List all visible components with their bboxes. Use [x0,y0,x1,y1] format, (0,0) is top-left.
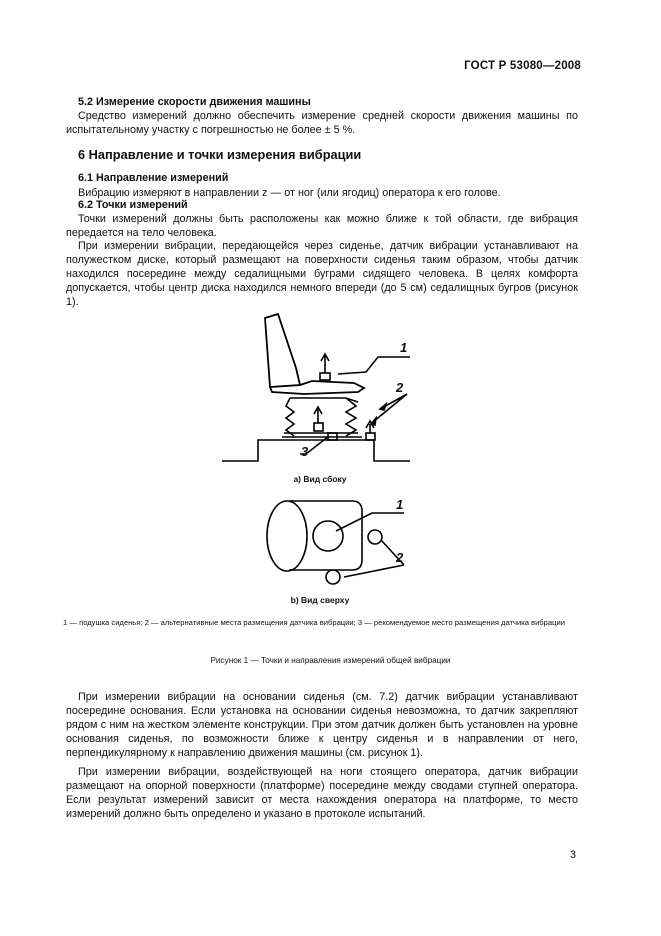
arrow-base-vertical [314,407,322,423]
body-paragraph-3: При измерении вибрации на основании сиденья (см. 7.2) датчик вибрации устанавливают посередине основания. Если установка на основании сиденья невозможна, то датчик закрепляют рядом с ним на жестком элементе конструкции. При этом датчик должен быть установлен на уровне основания сиденья, по возможности ближе к центру сиденья и в направлении от него, перпендикулярному к направлению движения машины (см. рисунок 1). [66,691,578,759]
document-header: ГОСТ Р 53080—2008 [464,60,581,72]
figure-label-2-side: 2 [396,380,404,395]
backrest-top [267,501,307,571]
cushion-disc-top [313,521,343,551]
sensor-platform [366,433,375,440]
leader-label-1-top [336,513,404,531]
section-5-2-text: Средство измерений должно обеспечить измерение средней скорости движения машины по испытательному участку с погрешностью не более ± 5 %. [66,110,578,136]
platform-outline [222,440,410,461]
figure-label-1-side: 1 [400,340,408,355]
figure-legend: 1 — подушка сиденья; 2 — альтернативные места размещения датчика вибрации; 3 — рекомендуемое место размещения датчика вибрации [63,618,565,627]
page-number: 3 [570,849,577,861]
section-6-1-text: Вибрацию измеряют в направлении z — от ног (или ягодиц) оператора к его голове. [78,187,501,199]
figure-caption-side-view: а) Вид сбоку [293,474,347,484]
seat-cushion [270,381,364,394]
section-6-1-heading: 6.1 Направление измерений [78,172,229,184]
sensor-seat-surface [320,373,330,380]
figure-label-2-top: 2 [396,550,404,565]
section-6-2-heading: 6.2 Точки измерений [78,199,188,211]
section-5-2-heading: 5.2 Измерение скорости движения машины [78,96,311,108]
figure-label-3: 3 [301,444,309,459]
arrow-seat-vertical [321,354,329,373]
figure-1-drawing [0,305,661,615]
figure-caption-top-view: b) Вид сверху [290,595,350,605]
sensor-alternative-top [368,530,382,544]
section-6-2-paragraph-1: Точки измерений должны быть расположены как можно ближе к той области, где вибрация передается на тело человека. [66,213,578,239]
leader-label-2-side [373,394,407,422]
seat-side-view [222,314,410,461]
leader-label-2-top [344,540,404,577]
body-paragraph-4: При измерении вибрации, воздействующей на ноги стоящего оператора, датчик вибрации размещают на опорной поверхности (платформе) посередине между сводами ступней оператора. Если результат измерений зависит от места нахождения оператора на платформе, то место измерений должно быть определено и указано в протоколе испытаний. [66,766,578,820]
seat-top-view [267,501,404,584]
seat-backrest [265,314,300,387]
section-6-2-paragraph-2: При измерении вибрации, передающейся через сиденье, датчик вибрации устанавливают на полужестком диске, который размещают на поверхности сиденья таким образом, чтобы датчик находился посередине между седалищными буграми сидящего человека. В целях комфорта допускается, чтобы центр диска находился немного впереди (до 5 см) седалищных бугров (рисунок 1). [66,240,578,308]
section-6-heading: 6 Направление и точки измерения вибрации [78,147,362,162]
sensor-seat-base [314,423,323,431]
figure-title: Рисунок 1 — Точки и направления измерений общей вибрации [210,656,451,665]
figure-label-1-top: 1 [396,497,404,512]
sensor-platform-top [326,570,340,584]
seat-outline-top [289,501,362,570]
leader-label-1 [338,357,410,374]
